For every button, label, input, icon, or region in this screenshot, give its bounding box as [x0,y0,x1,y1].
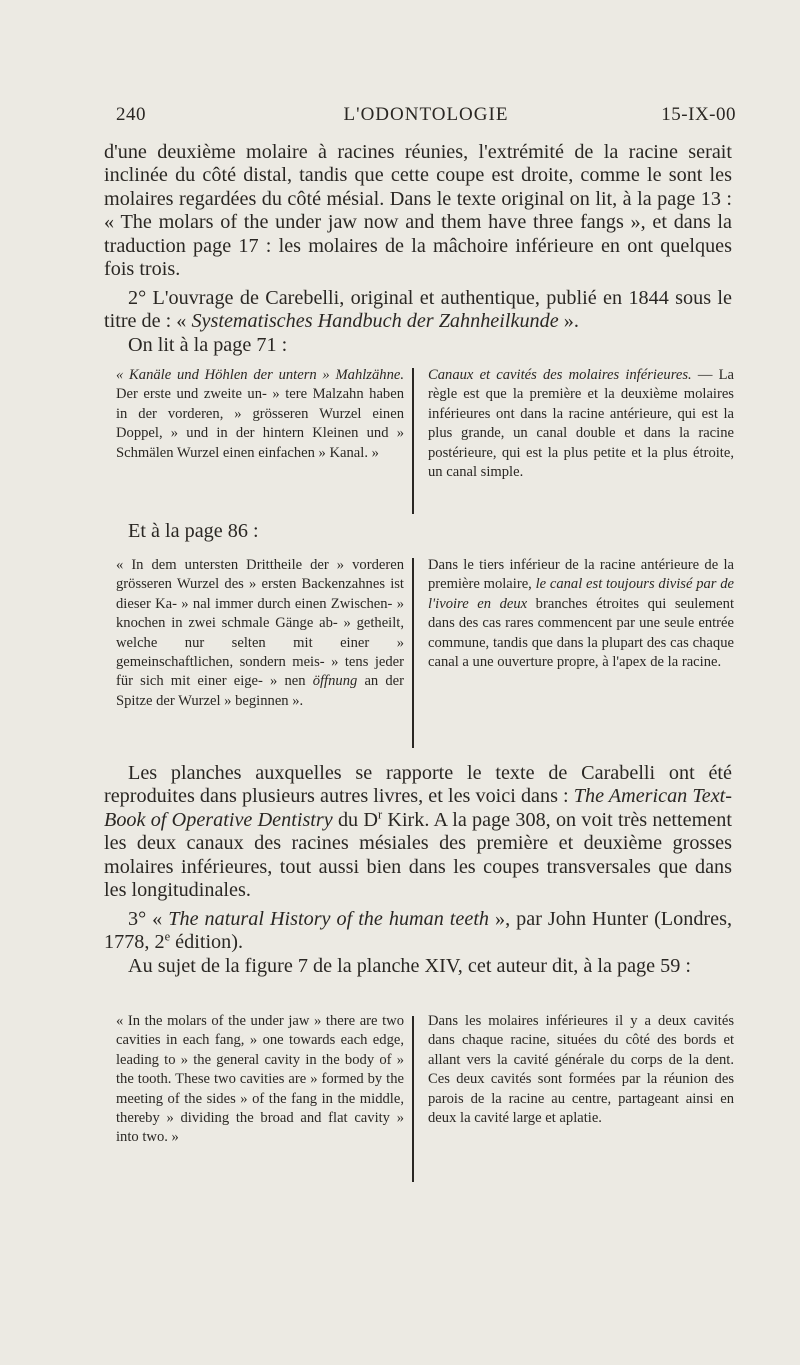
column-divider [412,1016,414,1182]
running-header [116,104,736,130]
planches-paragraph: Les planches auxquelles se rapporte le texte de Carabelli ont été reproduites dans plusieurs autres livres, et les voici dans : The American Text-Book of Operative Dentistry du $D^r$ Kirk. A la page 308, on voit très nettement les deux canaux des racines mésiales des première et deuxième grosses molaires inférieures, tout aussi bien dans les coupes transversales que dans les longitudinales. [104,762,732,902]
journal-title: L'ODONTOLOGIE [343,104,509,125]
american-textbook-title: The American Text-Book of Operative Dentistry [104,785,732,831]
quote-2-original: « In dem untersten Drittheile der » vorderen grösseren Wurzel des » ersten Backenzahnes ist dieser Ka- » nal immer durch einen Zwischen- » knochen in zwei schmale Gänge ab- » getheilt, welche nur selten mit einer » gemeinschaftlichen, sondern meis- » tens jeder für sich mit einer eige- » nen öffnung an der Spitze der Wurzel » beginnen ». [116,557,404,709]
quote-1-translation: Canaux et cavités des molaires inférieures. — La règle est que la première et la deuxième molaires inférieures ont dans la racine antérieure, qui est la plus grande, un canal double et dans la racine postérieure, qui est la plus petite et la plus étroite, un canal simple. [428,367,734,481]
issue-date: 15-IX-00 [661,104,736,125]
quote-1-original: « Kanäle und Höhlen der untern » Mahlzähne. Der erste und zweite un- » tere Malzahn haben in der vorderen, » grösseren Wurzel einen Doppel, » und in der hintern Kleinen und » Schmälen Wurzel einen einfachen » Kanal. » [116,367,404,461]
item-2-paragraph: 2° L'ouvrage de Carebelli, original et authentique, publié en 1844 sous le titre de : « Systematisches Handbuch der Zahnheilkunde ». [104,287,732,333]
page-86-ref: Et à la page 86 : [128,520,259,542]
page-59-ref: Au sujet de la figure 7 de la planche XIV, cet auteur dit, à la page 59 : [128,954,691,977]
quote-2-translation: Dans le tiers inférieur de la racine antérieure de la première molaire, le canal est toujours divisé par de l'ivoire en deux branches étroites qui seulement dans des cas rares commencent par une seule entrée commune, tandis que dans la plupart des cas chaque canal a une ouverture propre, à l'apex de la racine. [428,557,734,671]
intro-paragraph [104,141,732,281]
item-2-section [104,287,732,357]
item-3-paragraph: 3° « The natural History of the human teeth », par John Hunter (Londres, 1778, 2e édition). [104,908,733,954]
quote-3-original: « In the molars of the under jaw » there are two cavities in each fang, » one towards each edge, leading to » the general cavity in the body of » the tooth. These two cavities are » formed by the meeting of the sides » of the fang in the middle, thereby » dividing the broad and flat cavity » into two. » [116,1013,404,1146]
page-number: 240 [116,104,146,125]
item-3-section [104,908,732,978]
quote-3-translation: Dans les molaires inférieures il y a deux cavités dans chaque racine, situées du côté des bords et allant vers la cavité générale du corps de la dent. Ces deux cavités sont formées par la réunion des parois de la racine au centre, partageant ainsi en deux la cavité large et aplatie. [428,1013,734,1127]
page-71-ref: On lit à la page 71 : [128,333,288,356]
carabelli-book-title: Systematisches Handbuch der Zahnheilkunde [191,310,559,333]
column-divider [412,368,414,514]
column-divider [412,558,414,748]
hunter-book-title: The natural History of the human teeth [168,908,490,930]
para-molars: d'une deuxième molaire à racines réunies, l'extrémité de la racine serait inclinée du côté distal, tandis que cette coupe est droite, comme le sont les molaires regardées du côté mésial. Dans le texte original on lit, à la page 13 : « The molars of the under jaw now and them have three fangs », et dans la traduction page 17 : les molaires de la mâchoire inférieure en ont quelques fois trois. [104,141,732,281]
